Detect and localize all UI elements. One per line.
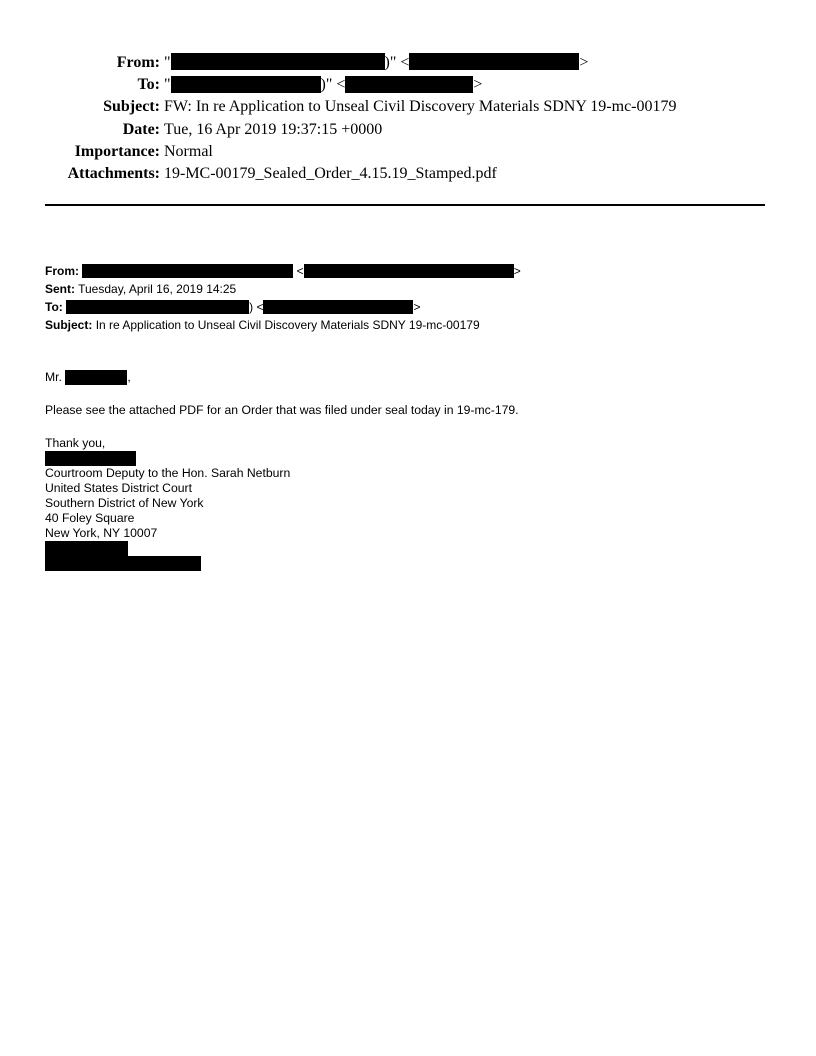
salutation	[45, 370, 519, 385]
forwarded-to-bracket-close: >	[413, 300, 421, 314]
header-divider	[45, 204, 765, 206]
forwarded-from-label: From:	[45, 264, 79, 278]
forwarded-from-bracket-open: <	[293, 264, 304, 278]
importance-label: Importance:	[74, 142, 160, 160]
redaction-block	[45, 451, 136, 466]
redaction-block	[304, 264, 514, 278]
redaction-block	[82, 264, 293, 278]
forwarded-header	[45, 262, 521, 334]
forwarded-sent-label: Sent:	[45, 282, 75, 296]
redaction-block	[171, 53, 385, 70]
to-label: To:	[137, 76, 160, 94]
redaction-block	[345, 76, 473, 93]
redaction-block	[45, 541, 128, 556]
attachments-value: 19-MC-00179_Sealed_Order_4.15.19_Stamped.pdf	[164, 164, 497, 182]
redaction-block	[45, 556, 201, 571]
forwarded-to-bracket-open: ) <	[249, 300, 264, 314]
redaction-block	[263, 300, 413, 314]
from-label: From:	[116, 54, 160, 71]
closing-line: Thank you,	[45, 436, 106, 450]
from-bracket-open: )" <	[384, 54, 410, 71]
to-bracket-open: )" <	[320, 76, 346, 94]
signature-line: New York, NY 10007	[45, 526, 158, 540]
salutation-prefix: Mr.	[45, 370, 62, 384]
signature-line: 40 Foley Square	[45, 511, 135, 525]
forwarded-from-bracket-close: >	[513, 264, 521, 278]
signature-line: United States District Court	[45, 481, 192, 495]
forwarded-from-row	[45, 262, 521, 280]
subject-label: Subject:	[103, 98, 160, 116]
to-quote-open: "	[164, 76, 171, 94]
importance-value: Normal	[164, 142, 213, 160]
forwarded-subject-row	[45, 316, 521, 334]
redaction-block	[171, 76, 321, 93]
subject-value: FW: In re Application to Unseal Civil Discovery Materials SDNY 19-mc-00179	[164, 98, 677, 116]
from-value	[164, 52, 588, 74]
signature-name-redaction	[45, 451, 519, 466]
signature-phone-redaction	[45, 541, 519, 556]
redaction-block	[65, 370, 127, 385]
signature-line: Southern District of New York	[45, 496, 204, 510]
date-value: Tue, 16 Apr 2019 19:37:15 +0000	[164, 120, 383, 138]
forwarded-sent-row	[45, 280, 521, 298]
redaction-block	[409, 53, 579, 70]
from-quote-open: "	[164, 54, 171, 71]
forwarded-to-row	[45, 298, 521, 316]
salutation-suffix: ,	[127, 370, 131, 384]
forwarded-to-label: To:	[45, 300, 63, 314]
forwarded-subject-label: Subject:	[45, 318, 93, 332]
message-paragraph: Please see the attached PDF for an Order that was filed under seal today in 19-mc-179.	[45, 403, 519, 417]
to-bracket-close: >	[473, 76, 483, 94]
forwarded-sent-value: Tuesday, April 16, 2019 14:25	[78, 282, 237, 296]
forwarded-subject-value: In re Application to Unseal Civil Discovery Materials SDNY 19-mc-00179	[95, 318, 480, 332]
redaction-block	[66, 300, 249, 314]
signature-line: Courtroom Deputy to the Hon. Sarah Netburn	[45, 466, 291, 480]
signature-email-redaction	[45, 556, 519, 571]
attachments-label: Attachments:	[67, 164, 160, 182]
date-label: Date:	[122, 120, 160, 138]
to-value	[164, 74, 482, 96]
from-bracket-close: >	[579, 54, 589, 71]
message-body	[45, 370, 519, 571]
